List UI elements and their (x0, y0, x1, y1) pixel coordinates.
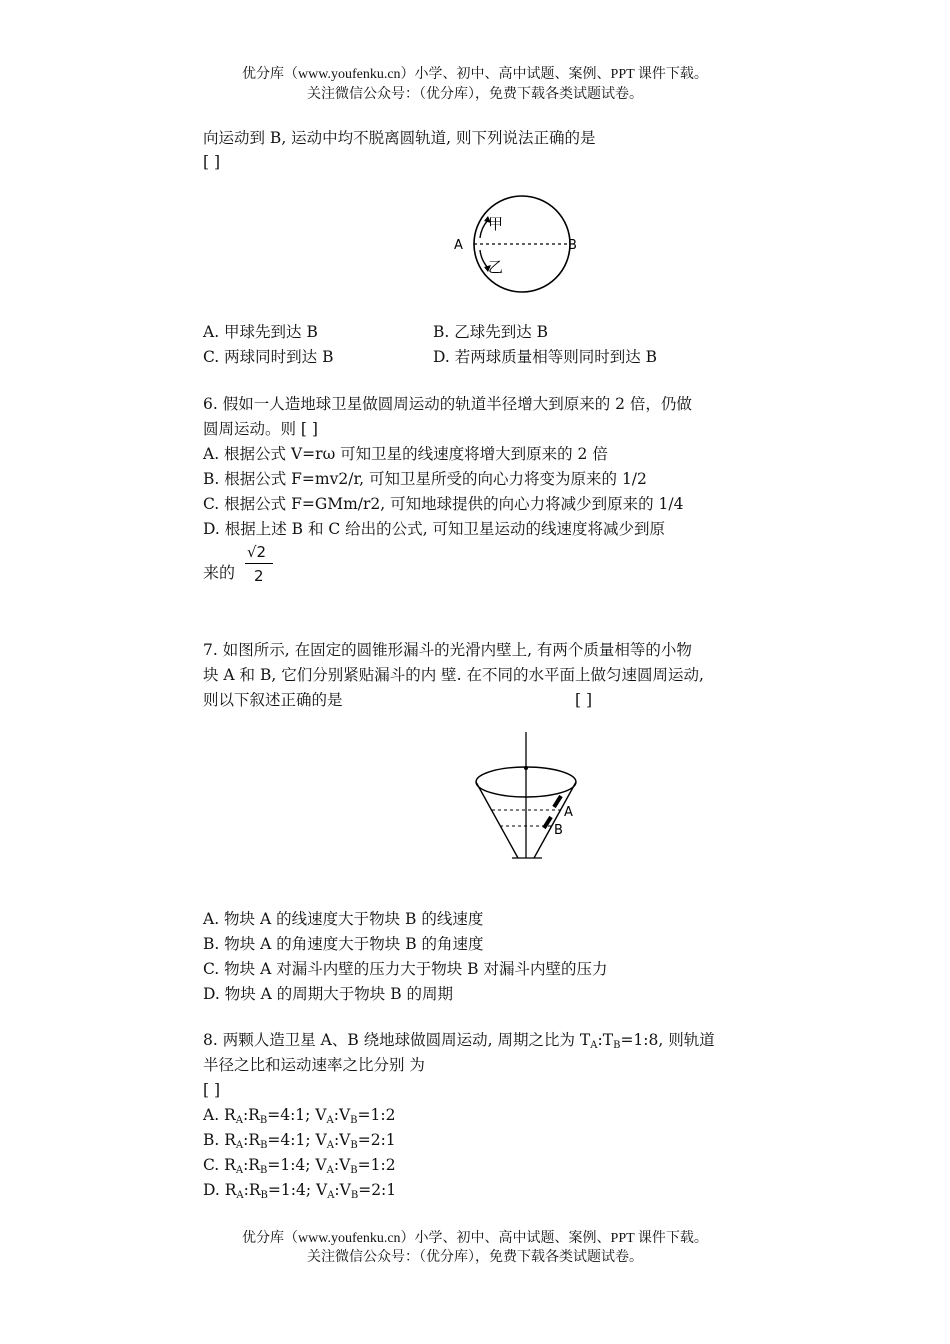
block-a-label: A (564, 805, 573, 820)
opt-text: =2:1 (357, 1131, 396, 1149)
q6-option-b: B. 根据公式 F=mv2/r, 可知卫星所受的向心力将变为原来的 1/2 (203, 470, 647, 488)
opt-text: =4:1; V (267, 1131, 327, 1149)
q6-option-c: C. 根据公式 F=GMm/r2, 可知地球提供的向心力将减少到原来的 1/4 (203, 495, 684, 513)
q7-option-a: A. 物块 A 的线速度大于物块 B 的线速度 (203, 910, 484, 928)
opt-text: :V (334, 1181, 351, 1199)
q8-sub-tb: B (613, 1040, 621, 1051)
opt-sub: B (260, 1140, 268, 1151)
q7-option-c: C. 物块 A 对漏斗内壁的压力大于物块 B 对漏斗内壁的压力 (203, 960, 608, 978)
page-footer-line2: 关注微信公众号：（优分库），免费下载各类试题试卷。 (307, 1250, 643, 1265)
opt-text: =1:2 (357, 1106, 396, 1124)
q5-circle-track-figure (450, 192, 590, 296)
axis-dot (524, 766, 528, 770)
opt-sub: A (326, 1115, 334, 1126)
funnel-left-wall (476, 782, 518, 858)
q7-option-d: D. 物块 A 的周期大于物块 B 的周期 (203, 985, 454, 1003)
opt-text: =1:4; V (267, 1181, 328, 1199)
opt-sub: A (235, 1140, 244, 1151)
fraction-numerator: √2 (247, 543, 267, 561)
opt-sub: A (235, 1115, 243, 1126)
q7-cone-funnel-figure (468, 730, 588, 862)
downward-arrow (480, 250, 488, 268)
q6-stem-line1: 6. 假如一人造地球卫星做圆周运动的轨道半径增大到原来的 2 倍，仍做 (203, 395, 692, 413)
opt-text: B. R (203, 1131, 236, 1149)
q5-answer-bracket: [ ] (203, 153, 221, 171)
q5-option-d: D. 若两球质量相等则同时到达 B (433, 348, 658, 366)
q8-stem-text-a: 8. 两颗人造卫星 A、B 绕地球做圆周运动, 周期之比为 T (203, 1031, 591, 1049)
q7-stem-line3: 则以下叙述正确的是 (203, 691, 343, 709)
page-footer-line1: 优分库（www.youfenku.cn）小学、初中、高中试题、案例、PPT 课件下载。 (242, 1231, 708, 1246)
point-a-label: A (454, 238, 463, 253)
opt-sub: B (259, 1115, 268, 1126)
opt-text: A. R (203, 1106, 236, 1124)
opt-sub: B (350, 1190, 359, 1201)
opt-text: :R (243, 1156, 260, 1174)
q5-stem: 向运动到 B, 运动中均不脱离圆轨道, 则下列说法正确的是 (203, 129, 596, 147)
opt-text: :V (333, 1106, 351, 1124)
q7-option-b: B. 物块 A 的角速度大于物块 B 的角速度 (203, 935, 484, 953)
q8-option-c (203, 1155, 396, 1181)
q7-answer-bracket: [ ] (575, 691, 593, 709)
opt-sub: A (235, 1165, 244, 1176)
opt-sub: A (236, 1190, 244, 1201)
opt-text: :R (243, 1181, 261, 1199)
opt-text: C. R (203, 1156, 236, 1174)
block-a (554, 796, 561, 807)
q8-option-d (203, 1180, 396, 1206)
fraction-prefix: 来的 (203, 563, 236, 582)
opt-sub: A (327, 1190, 335, 1201)
funnel-right-wall (534, 782, 576, 858)
q5-option-b: B. 乙球先到达 B (433, 323, 549, 341)
q8-stem-line2: 半径之比和运动速率之比分别 为 (203, 1056, 425, 1074)
opt-text: =2:1 (358, 1181, 397, 1199)
opt-sub: A (326, 1165, 334, 1176)
block-b-label: B (554, 823, 563, 838)
q8-option-a (203, 1105, 395, 1131)
ball-jia-label: 甲 (488, 215, 504, 233)
opt-sub: B (350, 1115, 358, 1126)
q5-option-a: A. 甲球先到达 B (203, 323, 318, 341)
opt-text: =1:2 (357, 1156, 396, 1174)
point-b-label: B (568, 238, 577, 253)
q8-stem-text-b: :T (597, 1031, 614, 1049)
q6-stem-line2: 圆周运动。则 [ ] (203, 420, 318, 438)
fraction-bar (245, 563, 273, 564)
opt-sub: B (350, 1140, 358, 1151)
q7-stem-line1: 7. 如图所示, 在固定的圆锥形漏斗的光滑内壁上, 有两个质量相等的小物 (203, 641, 692, 659)
opt-text: =4:1; V (267, 1106, 327, 1124)
opt-sub: B (259, 1165, 268, 1176)
opt-text: :V (333, 1156, 351, 1174)
opt-text: :R (242, 1106, 260, 1124)
q6-option-a: A. 根据公式 V=rω 可知卫星的线速度将增大到原来的 2 倍 (203, 445, 608, 463)
q8-answer-bracket: [ ] (203, 1081, 221, 1099)
opt-text: =1:4; V (267, 1156, 327, 1174)
opt-text: :V (333, 1131, 351, 1149)
opt-sub: A (326, 1140, 334, 1151)
q7-stem-line2: 块 A 和 B, 它们分别紧贴漏斗的内 壁. 在不同的水平面上做匀速圆周运动, (203, 666, 704, 684)
q5-option-c: C. 两球同时到达 B (203, 348, 334, 366)
fraction-denominator: 2 (254, 567, 264, 585)
q8-option-b (203, 1130, 396, 1156)
opt-text: D. R (203, 1181, 237, 1199)
q8-stem-line1 (203, 1030, 715, 1056)
q8-stem-text-c: =1:8, 则轨道 (620, 1031, 715, 1049)
q6-option-d: D. 根据上述 B 和 C 给出的公式, 可知卫星运动的线速度将减少到原 (203, 520, 666, 538)
opt-sub: B (350, 1165, 358, 1176)
q8-sub-ta: A (590, 1040, 598, 1051)
opt-text: :R (243, 1131, 261, 1149)
page-header-line1: 优分库（www.youfenku.cn）小学、初中、高中试题、案例、PPT 课件下载。 (242, 67, 708, 82)
opt-sub: B (260, 1190, 268, 1201)
upward-arrow (480, 220, 488, 238)
page-header-line2: 关注微信公众号：（优分库），免费下载各类试题试卷。 (307, 87, 643, 102)
ball-yi-label: 乙 (488, 258, 504, 276)
